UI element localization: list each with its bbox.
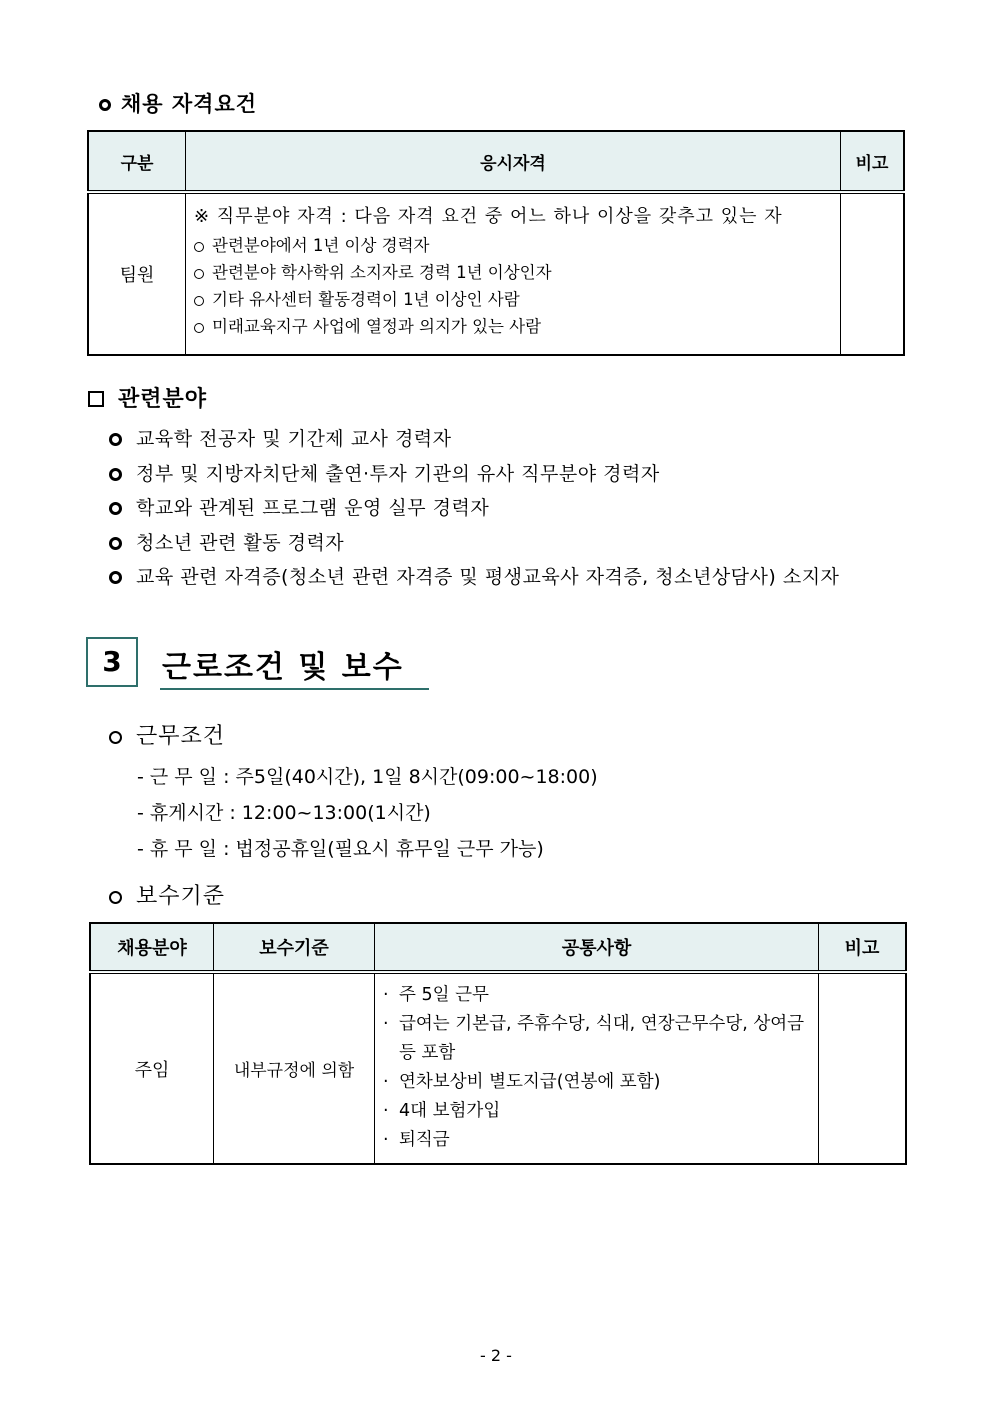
related-item: 정부 및 지방자치단체 출연·투자 기관의 유사 직무분야 경력자 [109,457,839,492]
common-item: · 주 5일 근무 [383,981,810,1010]
circle-bullet-icon [109,891,122,904]
header-standard: 보수기준 [214,923,375,972]
square-bullet-icon [88,391,104,407]
work-condition-line: - 근 무 일 : 주5일(40시간), 1일 8시간(09:00~18:00) [137,766,598,788]
header-common: 공통사항 [375,923,819,972]
related-item: 청소년 관련 활동 경력자 [109,526,839,561]
circle-bullet-icon [194,242,204,252]
circle-bullet-icon [109,502,122,515]
circle-bullet-icon [194,323,204,333]
related-section-title: 관련분야 [88,382,207,413]
qualification-item: 미래교육지구 사업에 열정과 의지가 있는 사람 [194,313,832,340]
circle-bullet-icon [99,99,111,111]
qualification-item: 관련분야 학사학위 소지자로 경력 1년 이상인자 [194,259,832,286]
circle-bullet-icon [109,571,122,584]
circle-bullet-icon [109,731,122,744]
dot-bullet-icon: · [383,985,389,1005]
dot-bullet-icon: · [383,1014,389,1034]
common-cell [375,972,819,1164]
category-cell: 팀원 [88,192,186,355]
header-field: 채용분야 [90,923,214,972]
common-item: · 4대 보험가입 [383,1097,810,1126]
qualification-item: 기타 유사센터 활동경력이 1년 이상인 사람 [194,286,832,313]
page-number: - 2 - [480,1346,512,1365]
qualification-cell [186,192,841,355]
circle-bullet-icon [109,433,122,446]
work-conditions-list [137,759,598,867]
circle-bullet-icon [194,296,204,306]
related-item: 학교와 관계된 프로그램 운영 실무 경력자 [109,491,839,526]
circle-bullet-icon [109,468,122,481]
pay-title: 보수기준 [109,879,225,910]
field-cell: 주임 [90,972,214,1164]
header-category: 구분 [88,131,186,192]
common-item: · 연차보상비 별도지급(연봉에 포함) [383,1068,810,1097]
qualification-item: 관련분야에서 1년 이상 경력자 [194,232,832,259]
standard-cell: 내부규정에 의함 [214,972,375,1164]
circle-bullet-icon [109,537,122,550]
qualification-section-title: 채용 자격요건 [99,88,257,118]
section3-underline [160,688,429,690]
common-item: · 급여는 기본급, 주휴수당, 식대, 연장근무수당, 상여금 등 포함 [383,1010,810,1068]
header-remark: 비고 [841,131,905,192]
qualification-table [87,130,905,356]
work-condition-line: - 휴 무 일 : 법정공휴일(필요시 휴무일 근무 가능) [137,838,544,860]
circle-bullet-icon [194,269,204,279]
common-item: · 퇴직금 [383,1126,810,1155]
remark-cell [841,192,905,355]
work-condition-line: - 휴게시간 : 12:00~13:00(1시간) [137,802,431,824]
related-list [109,422,839,595]
pay-table [89,922,907,1165]
related-item: 교육 관련 자격증(청소년 관련 자격증 및 평생교육사 자격증, 청소년상담사) 소지자 [109,560,839,595]
remark-cell [819,972,907,1164]
work-conditions-title: 근무조건 [109,719,225,750]
dot-bullet-icon: · [383,1101,389,1121]
header-remark: 비고 [819,923,907,972]
related-item: 교육학 전공자 및 기간제 교사 경력자 [109,422,839,457]
section-number-box: 3 [86,637,138,687]
header-qualification: 응시자격 [186,131,841,192]
section3-title: 근로조건 및 보수 [162,650,404,685]
dot-bullet-icon: · [383,1130,389,1150]
qualification-note: ※ 직무분야 자격 : 다음 자격 요건 중 어느 하나 이상을 갖추고 있는 자 [194,206,783,227]
dot-bullet-icon: · [383,1072,389,1092]
